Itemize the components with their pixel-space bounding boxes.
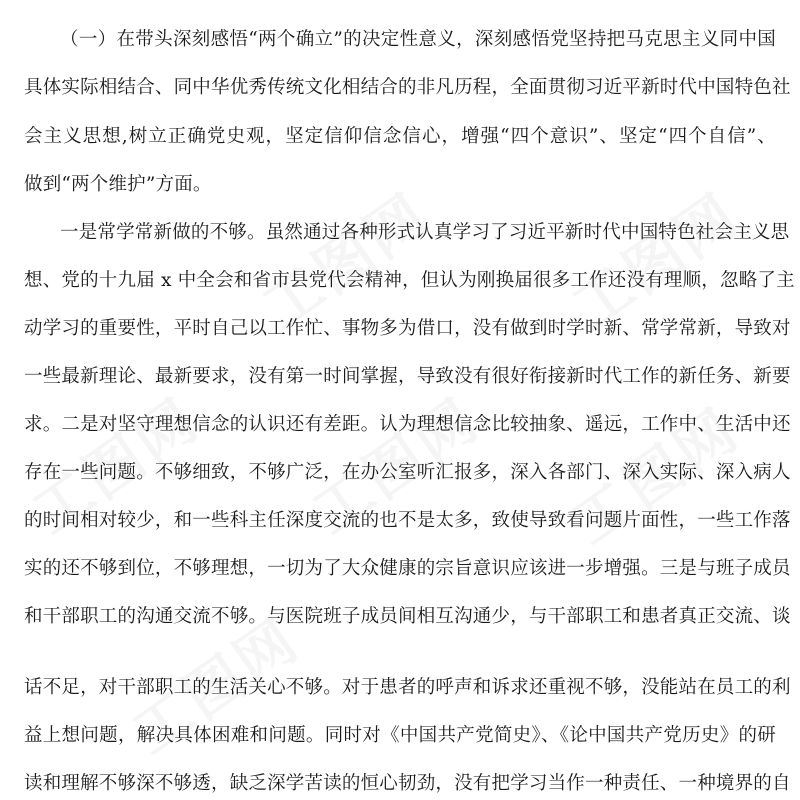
text-line: 的时间相对较少，和一些科主任深度交流的也不是太多，致使导致看问题片面性，一些工作落 — [24, 510, 791, 531]
text-line: 存在一些问题。不够细致，不够广泛，在办公室听汇报多，深入各部门、深入实际、深入病人 — [24, 462, 791, 483]
text-line: 和干部职工的沟通交流不够。与医院班子成员间相互沟通少，与干部职工和患者真正交流、谈 — [24, 606, 791, 627]
text-line: 做到“两个维护”方面。 — [24, 174, 212, 195]
watermark: 工图网 — [250, 179, 442, 343]
watermark: 工图网 — [300, 384, 492, 548]
text-line: 话不足，对干部职工的生活关心不够。对于患者的呼声和诉求还重视不够，没能站在员工的利 — [24, 677, 791, 698]
text-line: 益上想问题，解决具体困难和问题。同时对《中国共产党简史》、《论中国共产党历史》的研 — [24, 725, 776, 746]
watermark: 工图网 — [560, 394, 752, 558]
text-line: 具体实际相结合、同中华优秀传统文化相结合的非凡历程，全面贯彻习近平新时代中国特色社 — [24, 77, 791, 98]
text-line: 会主义思想,树立正确党史观，坚定信仰信念信心，增强“四个意识”、坚定“四个自信”、 — [24, 126, 776, 147]
text-line: 实的还不够到位，不够理想，一切为了大众健康的宗旨意识应该进一步增强。三是与班子成员 — [24, 558, 791, 579]
watermark: 工图网 — [120, 604, 312, 768]
text-line: 读和理解不够深不够透，缺乏深学苦读的恒心韧劲，没有把学习当作一种责任、一种境界的自 — [24, 773, 791, 794]
text-line: 想、党的十九届 x 中全会和省市县党代会精神，但认为刚换届很多工作还没有理顺，忽略了主 — [24, 270, 795, 291]
text-line: 一是常学常新做的不够。虽然通过各种形式认真学习了习近平新时代中国特色社会主义思 — [60, 222, 790, 243]
text-line: 求。二是对坚守理想信念的认识还有差距。认为理想信念比较抽象、遥远，工作中、生活中还 — [24, 414, 791, 435]
watermark: 工图网 — [560, 179, 752, 343]
text-line: 一些最新理论、最新要求，没有第一时间掌握，导致没有很好衔接新时代工作的新任务、新要 — [24, 366, 791, 387]
text-line: （一）在带头深刻感悟“两个确立”的决定性意义，深刻感悟党坚持把马克思主义同中国 — [60, 29, 776, 50]
watermark: 工图网 — [20, 384, 212, 548]
text-line: 动学习的重要性，平时自己以工作忙、事物多为借口，没有做到时学时新、常学常新，导致对 — [24, 318, 791, 339]
